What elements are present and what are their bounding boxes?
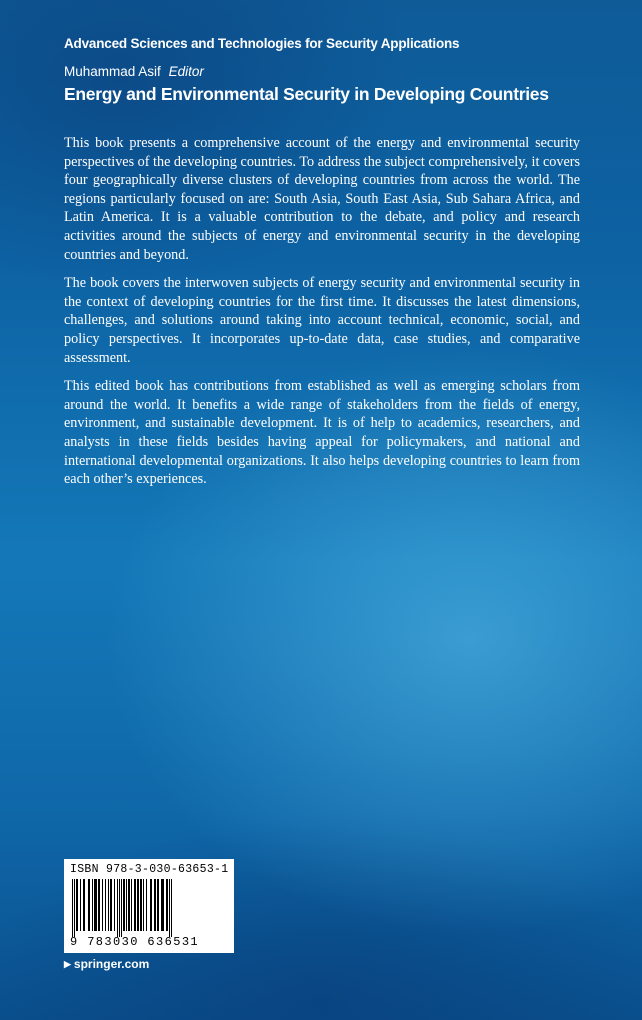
isbn-label: ISBN 978-3-030-63653-1 [70, 863, 229, 876]
barcode-bar [166, 879, 168, 931]
barcode-bar [128, 879, 130, 931]
barcode-bar [121, 879, 122, 937]
barcode-bars [70, 879, 228, 937]
barcode-bar [83, 879, 85, 931]
blurb [64, 134, 580, 499]
barcode-bar [154, 879, 156, 931]
barcode-bar [134, 879, 136, 931]
barcode-bar [157, 879, 159, 931]
publisher-link[interactable] [64, 957, 149, 971]
arrow-right-icon: ▶ [64, 958, 71, 969]
blurb-paragraph: The book covers the interwoven subjects of energy security and environmental security in the context of developing countries for the first time. It discusses the latest dimensions, challenges, and solutions around taking into account technical, economic, social, and policy perspectives. It incorporates up-to-date data, case studies, and comparative assessment. [64, 275, 580, 366]
barcode-bar [150, 879, 152, 931]
editor-name: Muhammad Asif [64, 64, 161, 79]
barcode-bar [98, 879, 100, 931]
barcode-bar [126, 879, 127, 931]
barcode-bar [92, 879, 93, 931]
barcode-bar [94, 879, 97, 931]
isbn-barcode [64, 859, 234, 953]
book-title: Energy and Environmental Security in Developing Countries [64, 84, 549, 104]
barcode-bar [114, 879, 115, 931]
barcode-bar [72, 879, 73, 937]
series-title: Advanced Sciences and Technologies for Security Applications [64, 36, 460, 51]
blurb-paragraph: This edited book has contributions from established as well as emerging scholars from around the world. It benefits a wide range of stakeholders from the fields of energy, environment, and sustainable development. It is of help to academics, researchers, and analysts in these fields besides having appeal for policymakers, and national and international developmental organizations. It also helps developing countries to learn from each other’s experiences. [64, 378, 580, 488]
barcode-bar [108, 879, 109, 931]
editor-line [64, 64, 204, 79]
barcode-bar [171, 879, 172, 937]
barcode-bar [74, 879, 75, 937]
editor-role: Editor [168, 64, 204, 79]
barcode-bar [105, 879, 106, 931]
publisher-link-text: springer.com [73, 957, 150, 971]
barcode-bar [119, 879, 120, 937]
barcode-bar [131, 879, 132, 931]
barcode-bar [143, 879, 144, 931]
barcode-bar [169, 879, 170, 937]
barcode-bar [161, 879, 164, 931]
barcode-bar [102, 879, 103, 931]
barcode-bar [80, 879, 81, 931]
barcode-bar [88, 879, 90, 931]
barcode-digits: 9 783030 636531 [70, 935, 200, 949]
barcode-bar [140, 879, 142, 931]
barcode-bar [76, 879, 78, 931]
barcode-bar [146, 879, 147, 931]
blurb-paragraph: This book presents a comprehensive account of the energy and environmental security perspectives of the developing countries. To address the subject comprehensively, it covers four geographically diverse clusters of developing countries from across the world. The regions particularly focused on are: South Asia, South East Asia, Sub Sahara Africa, and Latin America. It is a valuable contribution to the debate, and policy and research activities around the subjects of energy and environmental security in the developing countries and beyond. [64, 135, 580, 263]
barcode-bar [110, 879, 112, 931]
barcode-bar [123, 879, 125, 931]
barcode-bar [137, 879, 139, 931]
barcode-bar [117, 879, 118, 937]
